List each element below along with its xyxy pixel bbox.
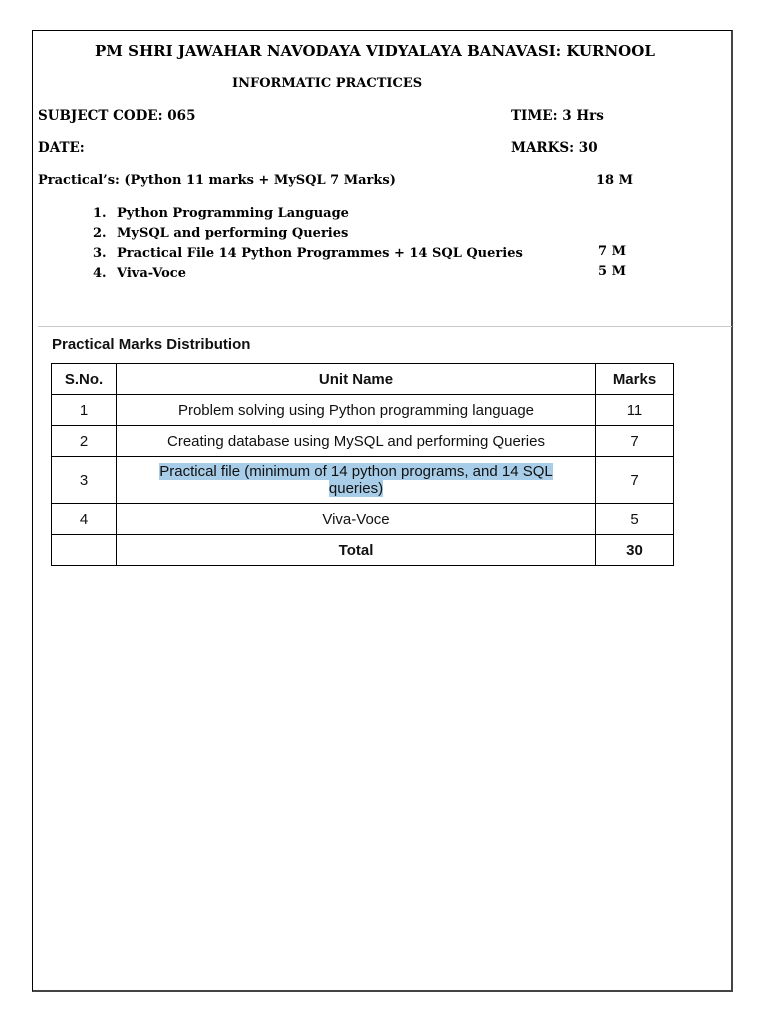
cell-marks: 5 xyxy=(596,504,674,535)
item-3-marks: 7 M xyxy=(598,244,626,259)
cell-sno: 1 xyxy=(52,395,117,426)
subject-code: SUBJECT CODE: 065 xyxy=(38,108,196,124)
column-header-unit: Unit Name xyxy=(117,364,596,395)
subject-title: INFORMATIC PRACTICES xyxy=(232,76,423,91)
practicals-label: Practical’s: (Python 11 marks + MySQL 7 Marks) xyxy=(38,173,396,188)
selected-text-line-2[interactable]: queries) xyxy=(328,480,384,497)
item-4-marks: 5 M xyxy=(598,264,626,279)
cell-unit: Creating database using MySQL and performing Queries xyxy=(117,426,596,457)
list-item-text: Python Programming Language xyxy=(117,206,349,221)
table-total-row xyxy=(52,535,674,566)
list-number: 3. xyxy=(93,246,107,261)
section-divider xyxy=(38,326,732,327)
marks-distribution-table xyxy=(51,363,674,566)
total-marks-cell: 30 xyxy=(596,535,674,566)
cell-sno: 4 xyxy=(52,504,117,535)
table-row xyxy=(52,457,674,504)
exam-date: DATE: xyxy=(38,140,85,156)
table-row xyxy=(52,426,674,457)
list-number: 1. xyxy=(93,206,107,221)
selected-text-line-1[interactable]: Practical file (minimum of 14 python programs, and 14 SQL xyxy=(159,463,553,480)
list-item-text: Viva-Voce xyxy=(117,266,186,281)
cell-marks: 7 xyxy=(596,426,674,457)
column-header-marks: Marks xyxy=(596,364,674,395)
table-row xyxy=(52,504,674,535)
exam-time: TIME: 3 Hrs xyxy=(511,108,604,124)
list-item xyxy=(93,244,523,264)
list-number: 2. xyxy=(93,226,107,241)
practicals-marks: 18 M xyxy=(596,173,634,188)
list-item xyxy=(93,224,523,244)
table-row xyxy=(52,395,674,426)
distribution-title: Practical Marks Distribution xyxy=(52,336,251,353)
cell-marks: 7 xyxy=(596,457,674,504)
cell-unit: Problem solving using Python programming language xyxy=(117,395,596,426)
cell-sno: 3 xyxy=(52,457,117,504)
list-item xyxy=(93,264,523,284)
cell-sno: 2 xyxy=(52,426,117,457)
total-label: Total xyxy=(117,535,596,566)
column-header-sno: S.No. xyxy=(52,364,117,395)
cell-marks: 11 xyxy=(596,395,674,426)
list-number: 4. xyxy=(93,266,107,281)
cell-unit-selected[interactable] xyxy=(117,457,596,504)
school-name: PM SHRI JAWAHAR NAVODAYA VIDYALAYA BANAVASI: KURNOOL xyxy=(95,42,655,60)
cell-unit: Viva-Voce xyxy=(117,504,596,535)
list-item-text: MySQL and performing Queries xyxy=(117,226,349,241)
table-header-row xyxy=(52,364,674,395)
cell-empty xyxy=(52,535,117,566)
list-item xyxy=(93,204,523,224)
practical-items-list xyxy=(93,204,523,284)
list-item-text: Practical File 14 Python Programmes + 14 SQL Queries xyxy=(117,246,523,261)
total-marks: MARKS: 30 xyxy=(511,140,598,156)
